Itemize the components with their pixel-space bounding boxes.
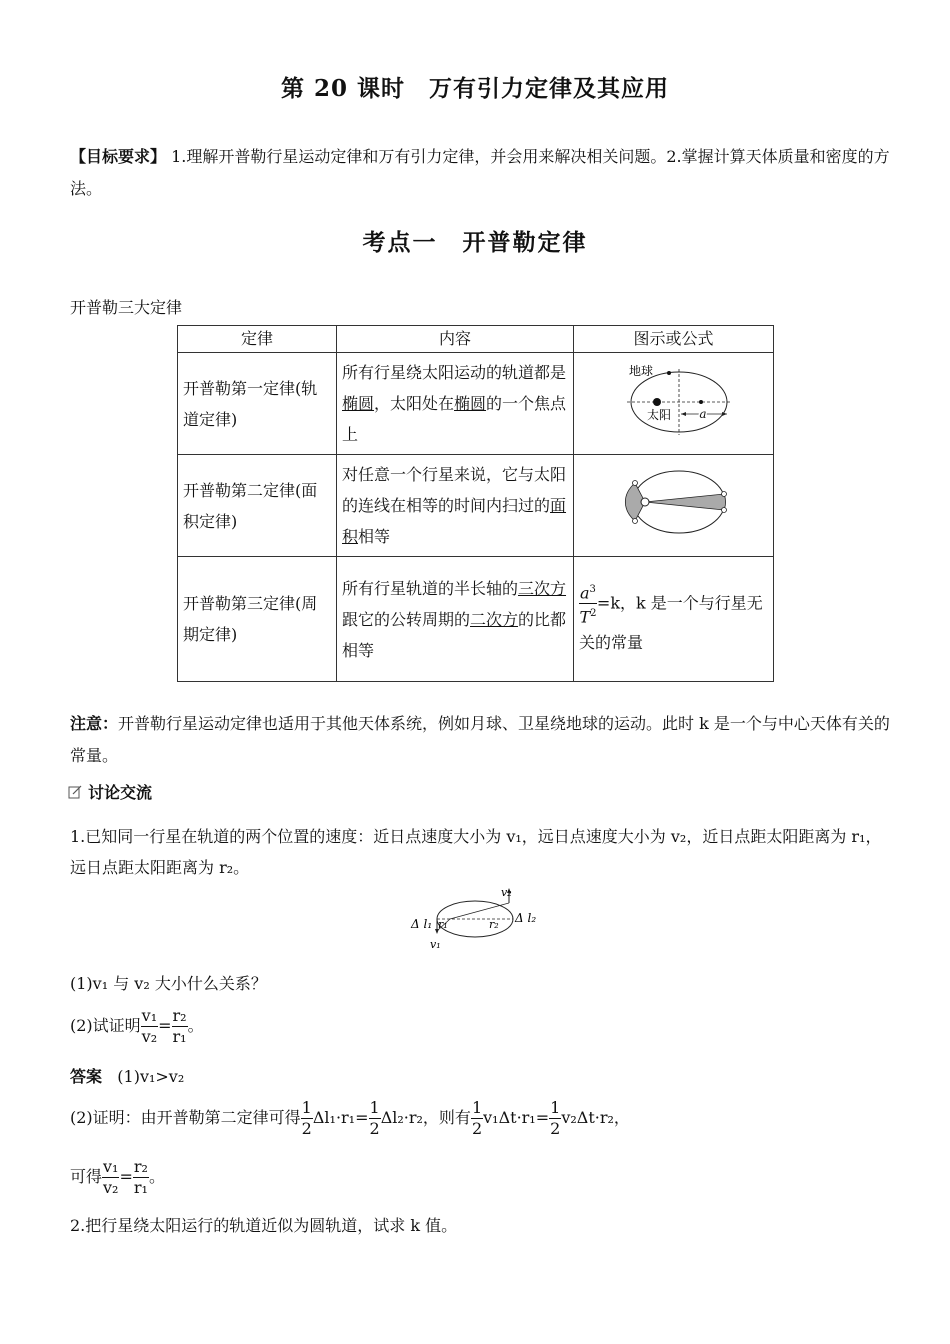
header-law: 定律 [178,326,337,353]
law-name: 开普勒第一定律(轨道定律) [178,353,337,455]
goal-label: 【目标要求】 [70,147,167,166]
kepler-laws-table [177,325,774,682]
second-law-figure [574,455,774,557]
ellipse-orbit-diagram [599,355,749,443]
header-content: 内容 [337,326,574,353]
discussion-heading [68,780,152,803]
header-figure: 图示或公式 [574,326,774,353]
third-law-formula [574,557,774,682]
answer-part-2: (2)证明：由开普勒第二定律可得 $\frac{1}{2}$ Δl₁·r₁= $\frac{1}{2}$ Δl₂·r₂，则有 $\frac{1}{2}$ v₁Δt·r₁= $\frac{1}{2}$ v₂Δt·r₂， [70,1098,630,1138]
page-title: 第 20 课时 万有引力定律及其应用 [280,75,670,102]
sun-label: 太阳 [646,407,671,422]
edit-icon [68,785,82,799]
table-header-row [178,326,774,353]
table-caption: 开普勒三大定律 [70,298,183,317]
sun-dot [641,498,649,506]
goal-requirements [70,141,890,205]
law-name: 开普勒第三定律(周期定律) [178,557,337,682]
note [70,708,890,772]
orbit-velocity-diagram [405,884,545,952]
sun-dot [653,398,661,406]
v1-label: v₁ [430,938,441,951]
dl2-label: Δ l₂ [515,911,537,925]
equal-area-diagram [599,461,749,541]
formula-text: =k，k 是一个与行星无关的常量 [579,593,763,653]
semi-major-axis-label: a [698,406,707,421]
earth-label: 地球 [628,363,653,378]
dl1-label: Δ l₁ [411,917,433,931]
r1-label: r₁ [438,918,448,931]
first-law-figure [574,353,774,455]
table-row [178,353,774,455]
goal-text: 1.理解开普勒行星运动定律和万有引力定律，并会用来解决相关问题。2.掌握计算天体质量和密度的方法。 [70,147,890,198]
answer-part-3: 可得 $\frac{\text{v₁}}{\text{v₂}}$ = $\frac{\text{r₂}}{\text{r₁}}$ 。 [70,1157,165,1197]
velocity-ratio-fraction: $\frac{\text{v₁}}{\text{v₂}}$ [141,1006,158,1046]
law-content: 所有行星轨道的半长轴的三次方跟它的公转周期的二次方的比都相等 [337,557,574,682]
law-name: 开普勒第二定律(面积定律) [178,455,337,557]
question-1-part-1: (1)v₁ 与 v₂ 大小什么关系？ [70,974,267,993]
earth-dot [667,371,671,375]
law-content: 对任意一个行星来说，它与太阳的连线在相等的时间内扫过的面积相等 [337,455,574,557]
answer-label: 答案 [70,1067,103,1086]
formula-fraction: $\frac{a^3}{T^2}$ [579,580,597,628]
note-label: 注意： [70,714,119,733]
v2-label: v₂ [501,886,512,899]
radius-ratio-fraction: $\frac{\text{r₂}}{\text{r₁}}$ [172,1006,187,1046]
r2-label: r₂ [489,918,499,931]
question-2: 2.把行星绕太阳运行的轨道近似为圆轨道，试求 k 值。 [70,1216,458,1235]
section-title: 考点一 开普勒定律 [362,229,588,256]
note-text: 开普勒行星运动定律也适用于其他天体系统，例如月球、卫星绕地球的运动。此时 k 是一个与中心天体有关的常量。 [70,714,890,765]
law-content: 所有行星绕太阳运动的轨道都是椭圆，太阳处在椭圆的一个焦点上 [337,353,574,455]
discussion-label: 讨论交流 [88,783,153,802]
focus-dot [699,400,703,404]
table-row [178,557,774,682]
question-1-part-2: (2)试证明 $\frac{\text{v₁}}{\text{v₂}}$ = $\frac{\text{r₂}}{\text{r₁}}$ 。 [70,1006,204,1046]
swept-area-far [645,494,726,510]
table-row [178,455,774,557]
answer-part-1: 答案 (1)v₁>v₂ [70,1067,185,1086]
question-1: 1.已知同一行星在轨道的两个位置的速度：近日点速度大小为 v₁，远日点速度大小为 v₂，近日点距太阳距离为 r₁，远日点距太阳距离为 r₂。 [70,827,882,877]
